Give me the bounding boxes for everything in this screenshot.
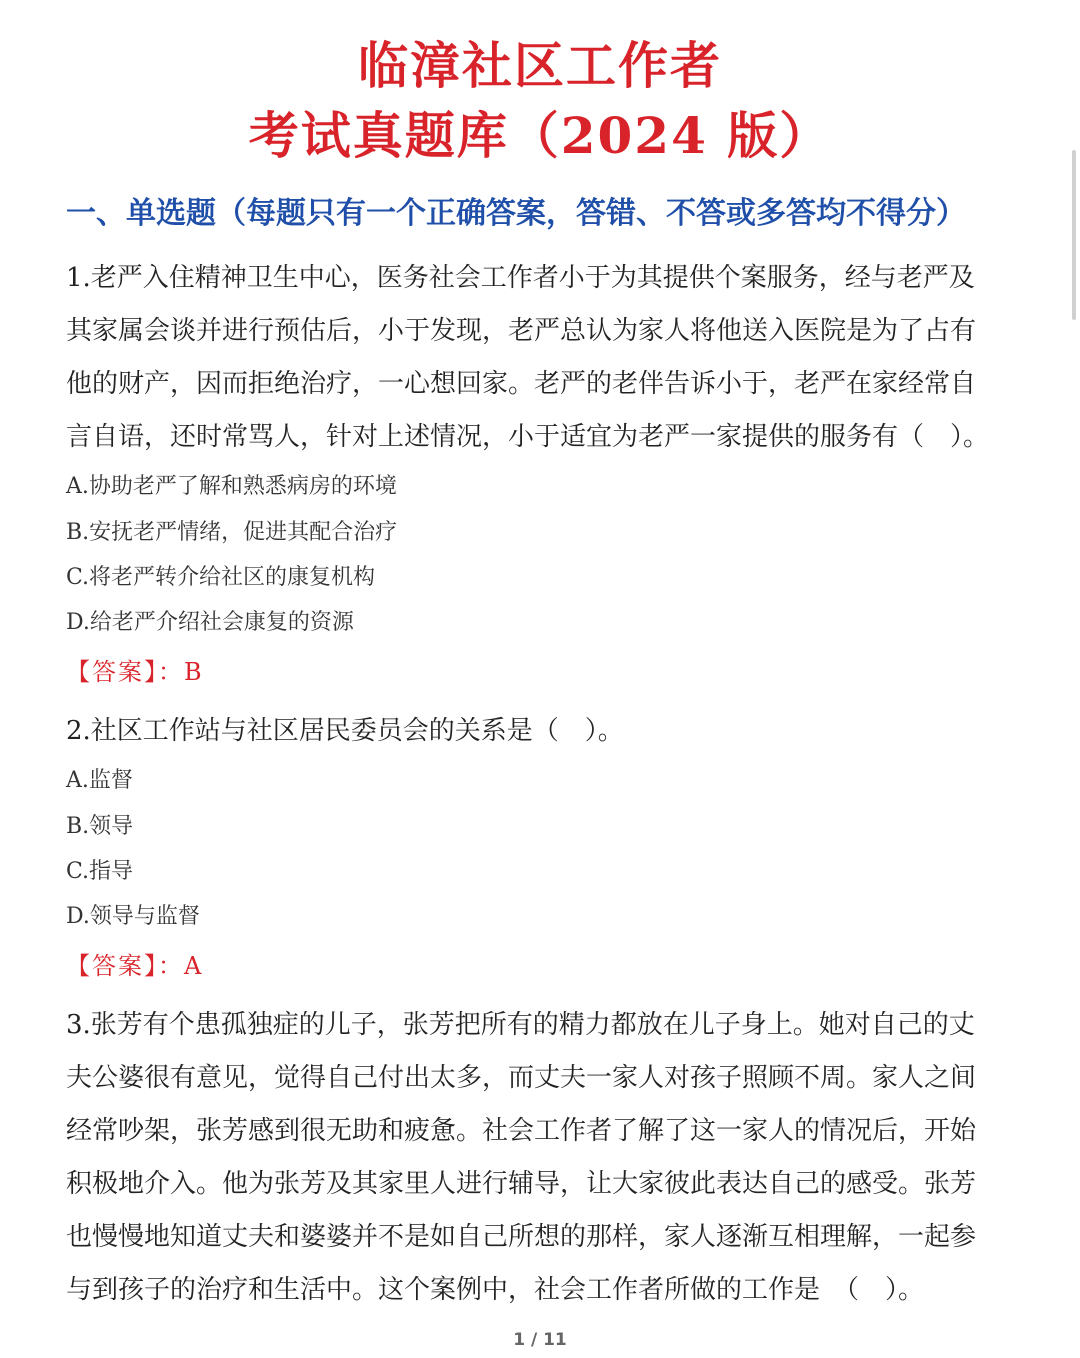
question-3-line-6: 与到孩子的治疗和生活中。这个案例中，社会工作者所做的工作是 （ ）。 [66, 1275, 925, 1305]
question-3-line-5: 也慢慢地知道丈夫和婆婆并不是如自己所想的那样，家人逐渐互相理解，一起参 [66, 1222, 977, 1252]
question-1-line-3: 他的财产，因而拒绝治疗，一心想回家。老严的老伴告诉小于，老严在家经常自 [66, 369, 977, 399]
section-heading: 一、单选题（每题只有一个正确答案，答错、不答或多答均不得分） [66, 196, 966, 231]
question-3-line-3: 经常吵架，张芳感到很无助和疲惫。社会工作者了解了这一家人的情况后，开始 [66, 1116, 977, 1146]
question-1-line-2: 其家属会谈并进行预估后，小于发现，老严总认为家人将他送入医院是为了占有 [66, 316, 977, 346]
scrollbar[interactable] [1072, 150, 1076, 320]
question-1-line-1: 1.老严入住精神卫生中心，医务社会工作者小于为其提供个案服务，经与老严及 [66, 263, 975, 293]
question-1-line-4: 言自语，还时常骂人，针对上述情况，小于适宜为老严一家提供的服务有（ ）。 [66, 422, 990, 452]
question-3-line-1: 3.张芳有个患孤独症的儿子，张芳把所有的精力都放在儿子身上。她对自己的丈 [66, 1010, 975, 1040]
question-1-option-a: A.协助老严了解和熟悉病房的环境 [66, 474, 397, 499]
question-2-option-d: D.领导与监督 [66, 904, 200, 929]
question-1-answer: 【答案】：B [66, 658, 204, 686]
question-1-option-c: C.将老严转介给社区的康复机构 [66, 565, 376, 590]
document-title-line-2: 考试真题库（2024 版） [248, 106, 832, 165]
question-3-line-4: 积极地介入。他为张芳及其家里人进行辅导，让大家彼此表达自己的感受。张芳 [66, 1169, 977, 1199]
document-title-line-1: 临漳社区工作者 [358, 36, 722, 95]
question-2-answer: 【答案】：A [66, 952, 204, 980]
question-2-option-c: C.指导 [66, 859, 134, 884]
question-2-option-b: B.领导 [66, 814, 134, 839]
question-2-line-1: 2.社区工作站与社区居民委员会的关系是（ ）。 [66, 716, 624, 746]
question-1-option-b: B.安抚老严情绪，促进其配合治疗 [66, 520, 398, 545]
question-2-option-a: A.监督 [66, 768, 133, 793]
question-1-option-d: D.给老严介绍社会康复的资源 [66, 610, 354, 635]
page-indicator: 1 / 11 [513, 1330, 567, 1350]
question-3-line-2: 夫公婆很有意见，觉得自己付出太多，而丈夫一家人对孩子照顾不周。家人之间 [66, 1063, 977, 1093]
